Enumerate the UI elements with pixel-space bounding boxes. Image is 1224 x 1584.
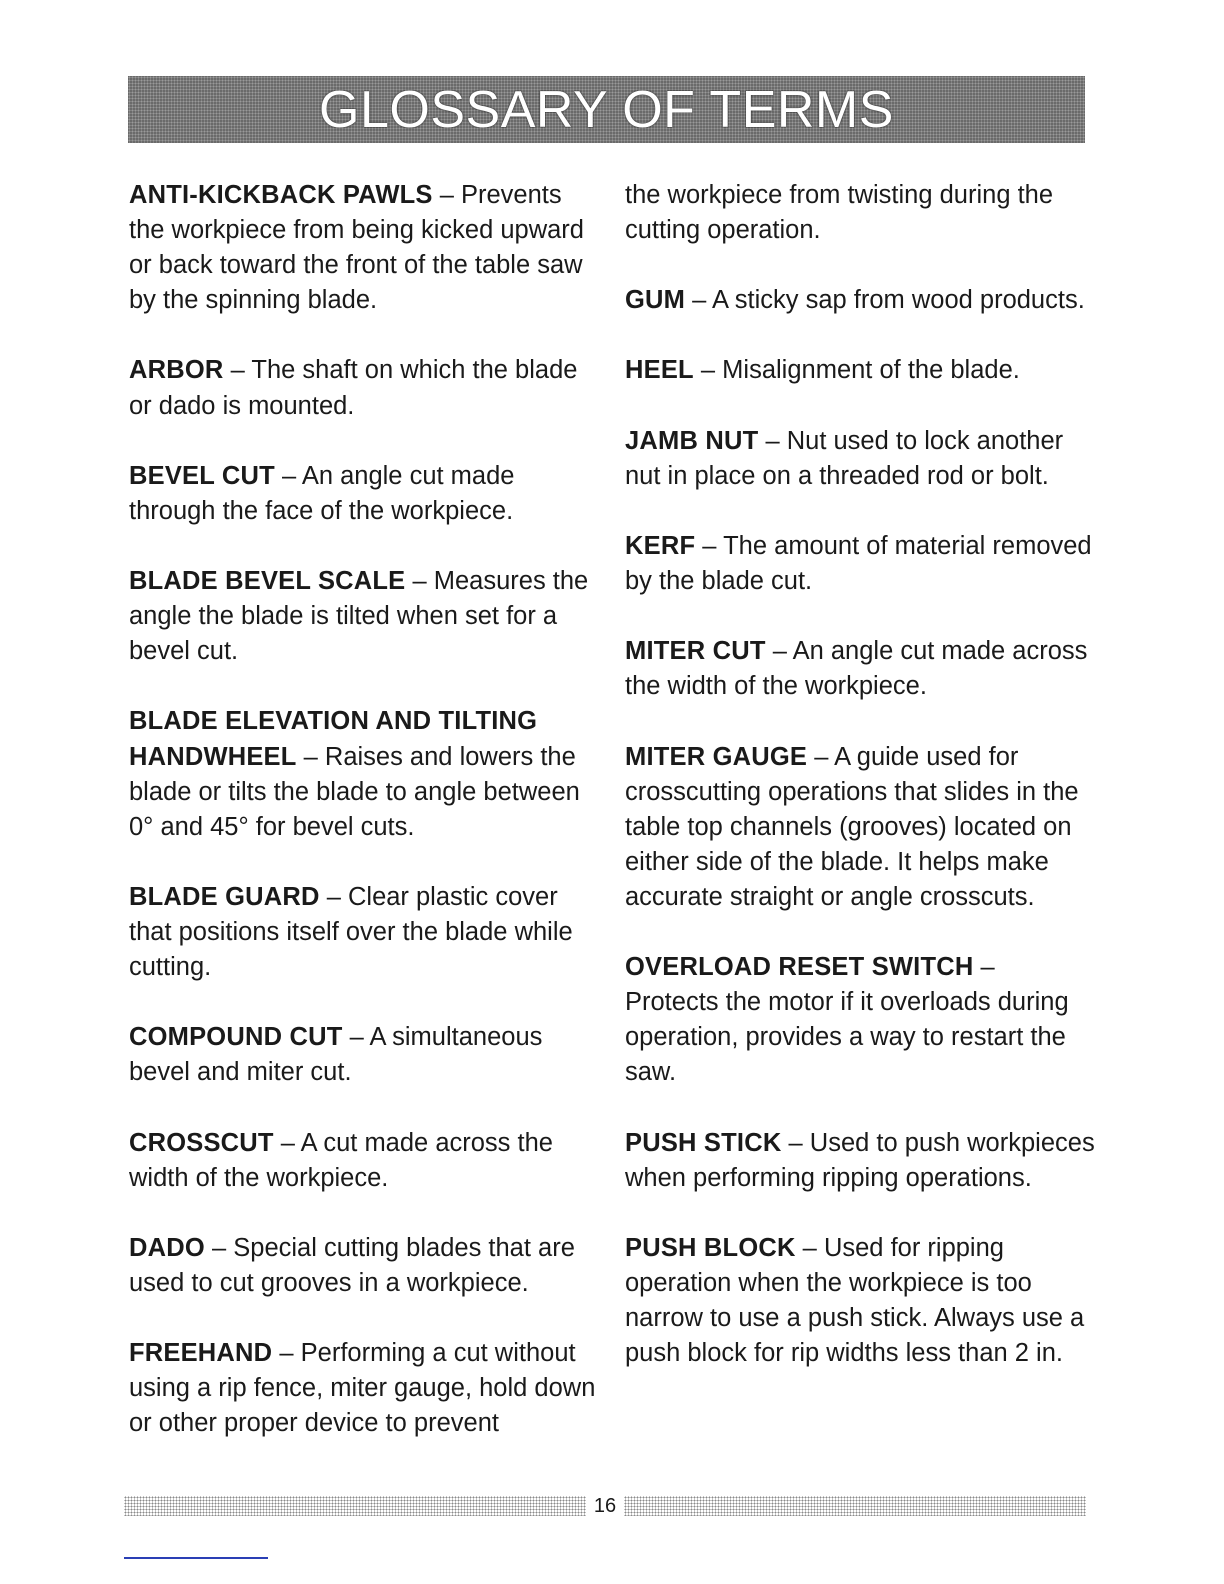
term: FREEHAND [129, 1339, 273, 1368]
corner-mark [124, 1557, 268, 1559]
separator: – [223, 356, 252, 385]
separator: – [695, 531, 724, 560]
definition: Prevents the workpiece from being kicked upward or back toward the front of the table saw by the spinning blade. [129, 181, 584, 315]
definition: Misalignment of the blade. [722, 356, 1020, 385]
separator: – [405, 567, 434, 596]
definition: The amount of material removed by the blade cut. [625, 531, 1092, 596]
definition: The shaft on which the blade or dado is mounted. [129, 356, 578, 420]
glossary-entry [129, 178, 599, 318]
definition: A guide used for crosscutting operations that slides in the table top channels (grooves) located on either side of the blade. It helps make accurate straight or angle crosscuts. [625, 742, 1079, 911]
term: BEVEL CUT [129, 461, 275, 490]
term: BLADE GUARD [129, 882, 320, 911]
left-column [129, 178, 599, 1476]
term: JAMB NUT [625, 426, 759, 455]
separator: – [342, 1023, 370, 1052]
definition: An angle cut made through the face of the workpiece. [129, 461, 515, 525]
glossary-entry [129, 459, 599, 529]
separator: – [274, 461, 302, 490]
continued-definition: the workpiece from twisting during the cutting operation. [625, 181, 1054, 245]
definition: Used to push workpieces when performing ripping operations. [625, 1128, 1095, 1192]
separator: – [685, 286, 713, 315]
separator: – [319, 882, 348, 911]
definition: A simultaneous bevel and miter cut. [129, 1023, 543, 1087]
term: BLADE ELEVATION AND TILTING HANDWHEEL [129, 707, 538, 771]
term: BLADE BEVEL SCALE [129, 567, 406, 596]
glossary-entry [625, 353, 1095, 388]
separator: – [781, 1128, 810, 1157]
term: PUSH STICK [625, 1128, 782, 1157]
glossary-entry [129, 353, 599, 423]
separator: – [296, 742, 325, 771]
definition: Performing a cut without using a rip fence, miter gauge, hold down or other proper device to prevent [129, 1339, 596, 1438]
glossary-entry [129, 1231, 599, 1301]
glossary-entry [129, 1336, 599, 1441]
glossary-entry [625, 950, 1095, 1090]
term: KERF [625, 531, 696, 560]
glossary-entry [129, 1020, 599, 1090]
glossary-entry [625, 529, 1095, 599]
page-number: 16 [593, 1494, 617, 1517]
separator: – [204, 1233, 234, 1262]
glossary-entry [625, 283, 1095, 318]
definition: A sticky sap from wood products. [712, 286, 1085, 315]
definition: Clear plastic cover that positions itself over the blade while cutting. [129, 882, 573, 982]
glossary-entry [625, 740, 1095, 915]
page-title: GLOSSARY OF TERMS [319, 80, 894, 139]
definition: Nut used to lock another nut in place on a threaded rod or bolt. [625, 426, 1064, 490]
separator: – [765, 637, 793, 666]
definition: Measures the angle the blade is tilted when set for a bevel cut. [129, 567, 589, 666]
term: CROSSCUT [129, 1128, 274, 1157]
term: COMPOUND CUT [129, 1023, 343, 1052]
term: HEEL [625, 356, 694, 385]
separator: – [693, 356, 723, 385]
definition: A cut made across the width of the workpiece. [129, 1128, 553, 1192]
glossary-entry [129, 1126, 599, 1196]
term: MITER CUT [625, 637, 766, 666]
separator: – [273, 1128, 301, 1157]
definition: Protects the motor if it overloads during operation, provides a way to restart the saw. [625, 988, 1069, 1087]
term: OVERLOAD RESET SWITCH [625, 953, 974, 982]
glossary-entry [625, 1126, 1095, 1196]
separator: – [272, 1339, 301, 1368]
term: PUSH BLOCK [625, 1233, 796, 1262]
right-column [625, 178, 1095, 1406]
term: MITER GAUGE [625, 742, 808, 771]
title-banner [128, 76, 1085, 143]
term: ARBOR [129, 356, 224, 385]
separator: – [807, 742, 835, 771]
glossary-entry [129, 564, 599, 669]
term: DADO [129, 1233, 205, 1262]
footer-rule-left [124, 1496, 586, 1516]
glossary-entry [129, 880, 599, 985]
term: ANTI-KICKBACK PAWLS [129, 181, 433, 209]
glossary-entry [625, 634, 1095, 704]
glossary-entry [129, 704, 599, 844]
separator: – [973, 953, 995, 982]
definition: Used for ripping operation when the workpiece is too narrow to use a push stick. Always use a push block for rip widths less than 2 in. [625, 1233, 1085, 1368]
separator: – [432, 181, 461, 209]
footer-rule-right [624, 1496, 1086, 1516]
page-footer [124, 1494, 1086, 1518]
glossary-entry [625, 424, 1095, 494]
separator: – [758, 426, 787, 455]
definition: An angle cut made across the width of the workpiece. [625, 637, 1088, 701]
definition: Raises and lowers the blade or tilts the blade to angle between 0° and 45° for bevel cuts. [129, 742, 580, 841]
glossary-entry [625, 1231, 1095, 1371]
definition: Special cutting blades that are used to cut grooves in a workpiece. [129, 1233, 575, 1297]
separator: – [795, 1233, 824, 1262]
term: GUM [625, 286, 686, 315]
